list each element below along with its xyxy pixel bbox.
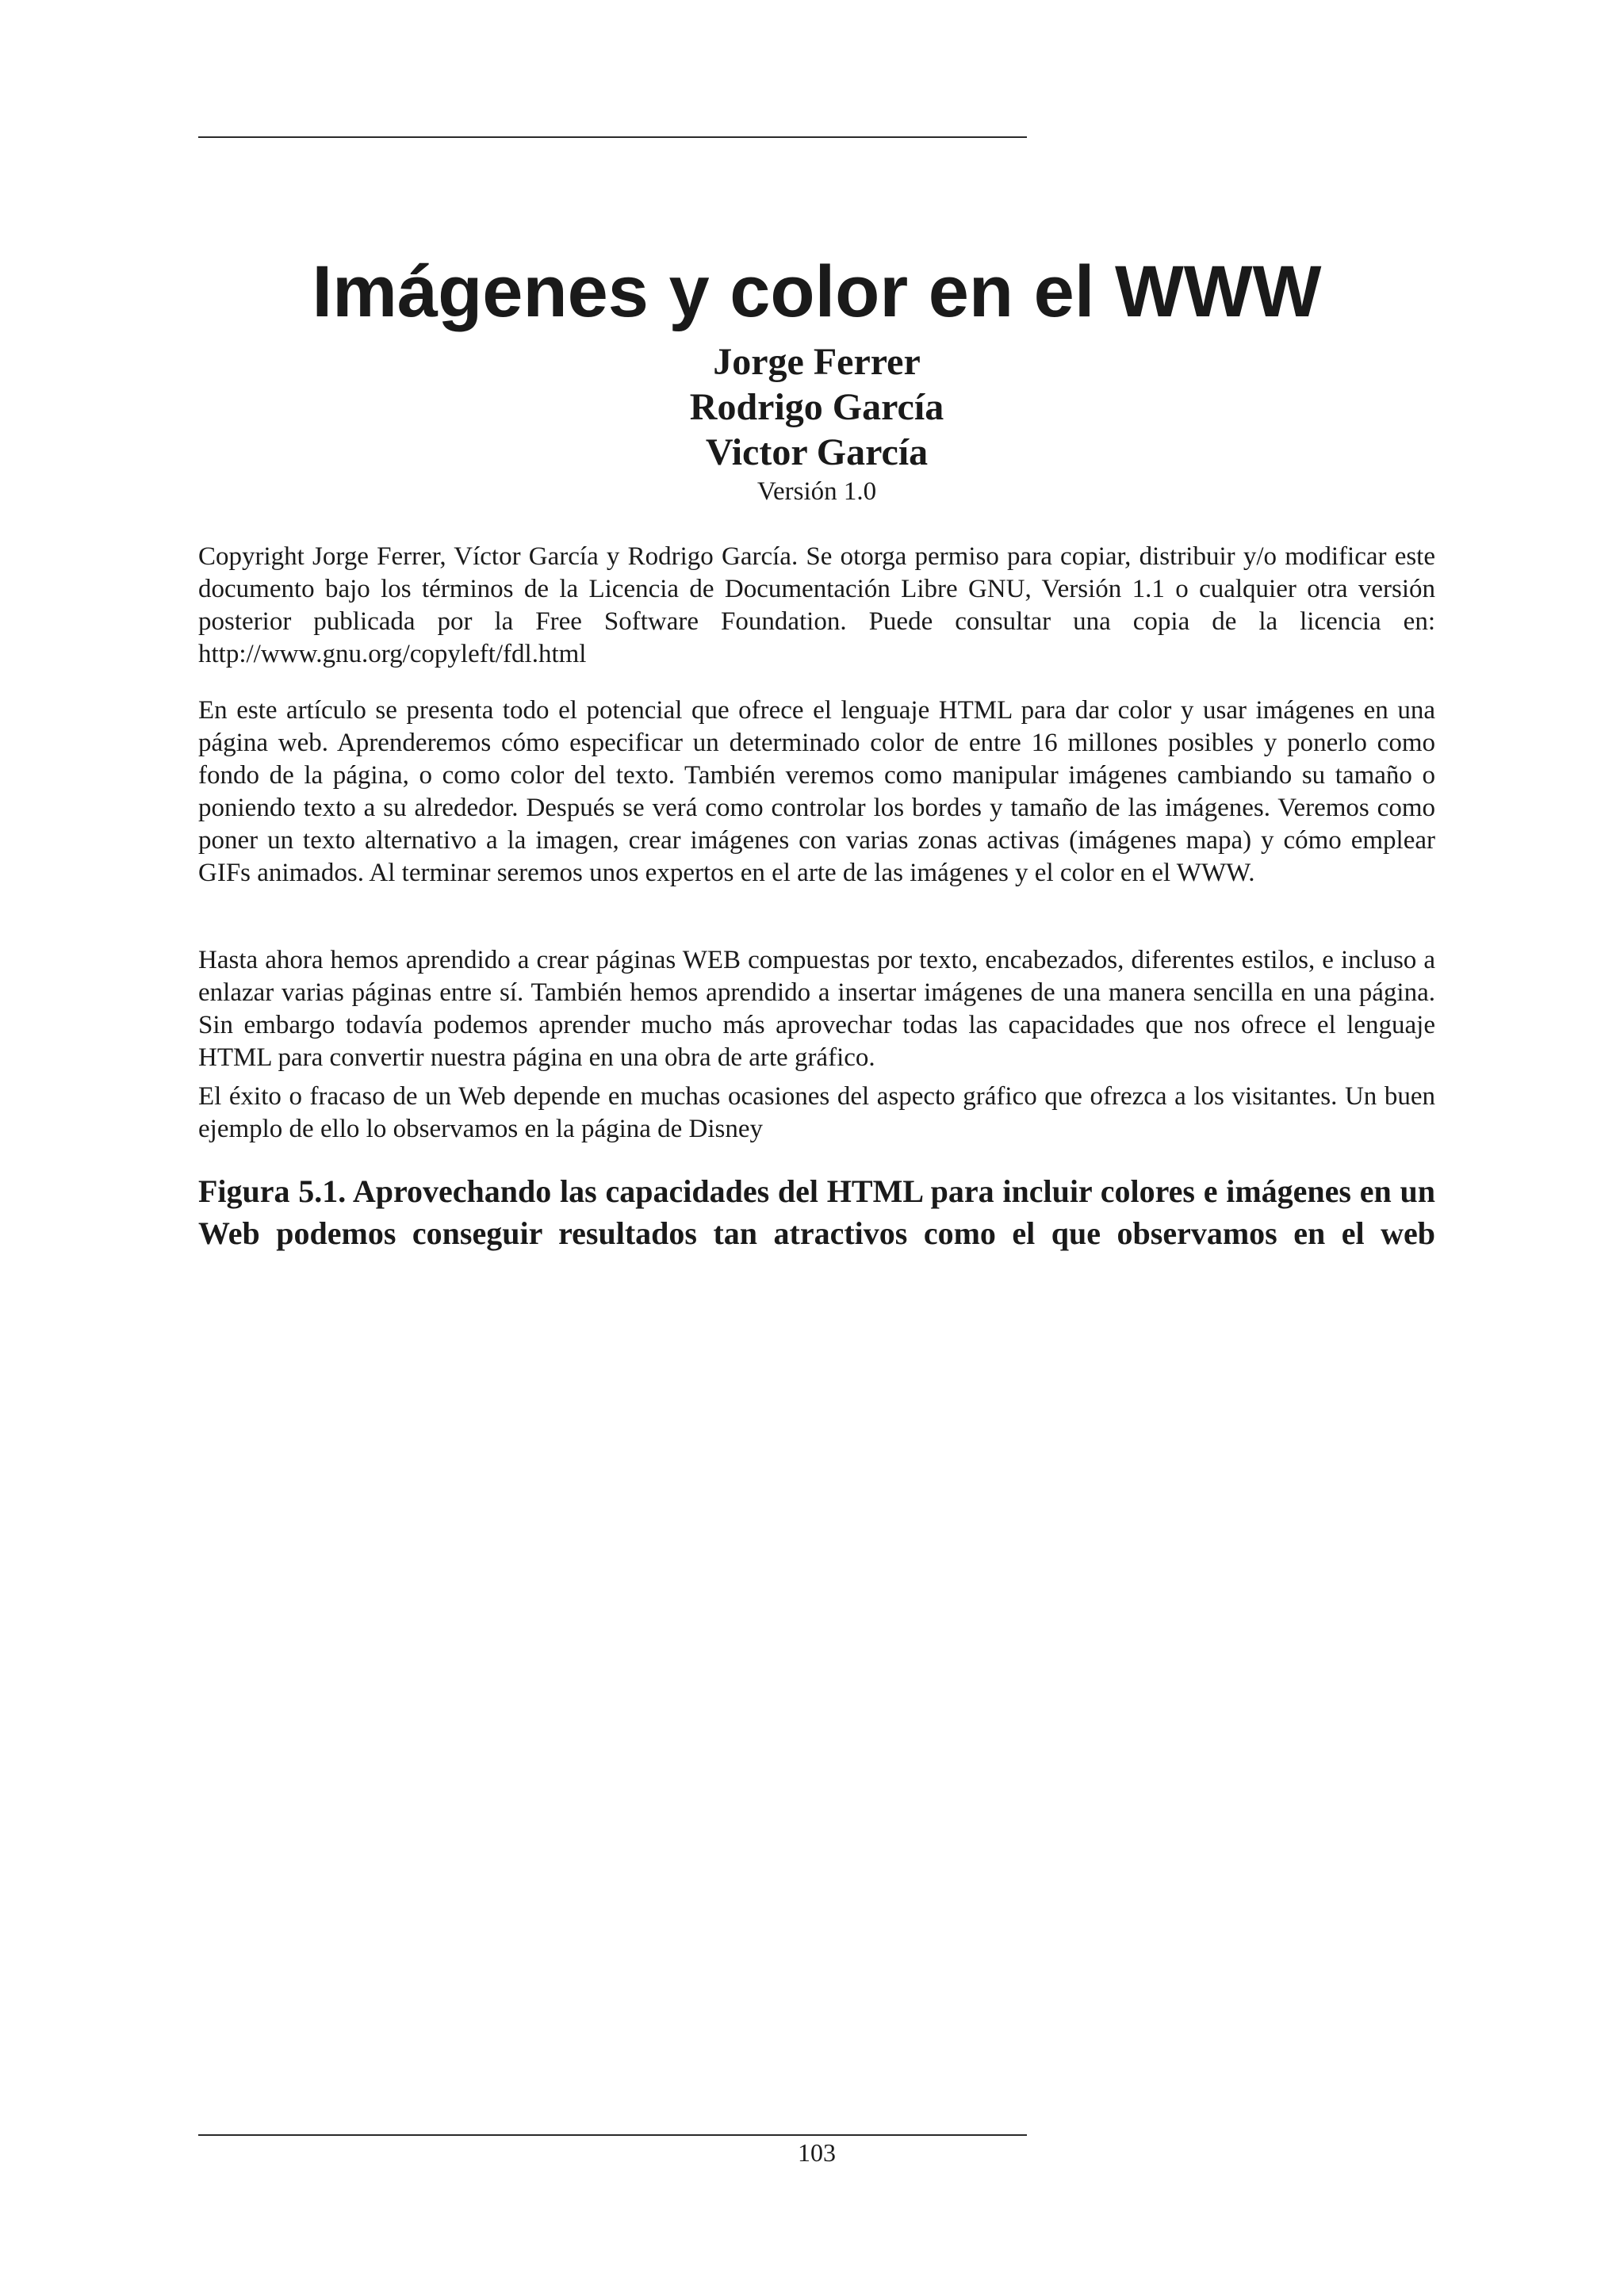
page-number: 103 (798, 2138, 836, 2167)
header-rule (198, 136, 1027, 138)
version-label: Versión 1.0 (756, 477, 877, 506)
author-name: Rodrigo García (689, 386, 944, 428)
authors-block (198, 339, 1435, 508)
page-title: Imágenes y color en el WWW (312, 251, 1322, 332)
body-paragraph: Hasta ahora hemos aprendido a crear páginas WEB compuestas por texto, encabezados, diferentes estilos, e incluso a enlazar varias páginas entre sí. También hemos aprendido a insertar imágenes de una manera sencilla en una página. Sin embargo todavía podemos aprender mucho más aprovechar todas las capacidades que nos ofrece el lenguaje HTML para convertir nuestra página en una obra de arte gráfico. (198, 946, 1435, 1072)
author-name: Jorge Ferrer (713, 341, 921, 383)
copyright-paragraph: Copyright Jorge Ferrer, Víctor García y Rodrigo García. Se otorga permiso para copiar, distribuir y/o modificar este documento bajo los términos de la Licencia de Documentación Libre GNU, Versión 1.1 o cualquier otra versión posterior publicada por la Free Software Foundation. Puede consultar una copia de la licencia en: http://www.gnu.org/copyleft/fdl.html (198, 542, 1435, 668)
figure-caption: Figura 5.1. Aprovechando las capacidades del HTML para incluir colores e imágenes en un Web podemos conseguir resultados tan atractivos como el que observamos en el web (198, 1173, 1435, 1251)
intro-paragraph: En este artículo se presenta todo el potencial que ofrece el lenguaje HTML para dar color y usar imágenes en una página web. Aprenderemos cómo especificar un determinado color de entre 16 millones posibles y ponerlo como fondo de la página, o como color del texto. También veremos como manipular imágenes cambiando su tamaño o poniendo texto a su alrededor. Después se verá como controlar los bordes y tamaño de las imágenes. Veremos como poner un texto alternativo a la imagen, crear imágenes con varias zonas activas (imágenes mapa) y cómo emplear GIFs animados. Al terminar seremos unos expertos en el arte de las imágenes y el color en el WWW. (198, 696, 1435, 887)
footer-rule (198, 2134, 1027, 2136)
author-name: Victor García (705, 431, 929, 473)
body-paragraph: El éxito o fracaso de un Web depende en muchas ocasiones del aspecto gráfico que ofrezca a los visitantes. Un buen ejemplo de ello lo observamos en la página de Disney (198, 1082, 1435, 1143)
